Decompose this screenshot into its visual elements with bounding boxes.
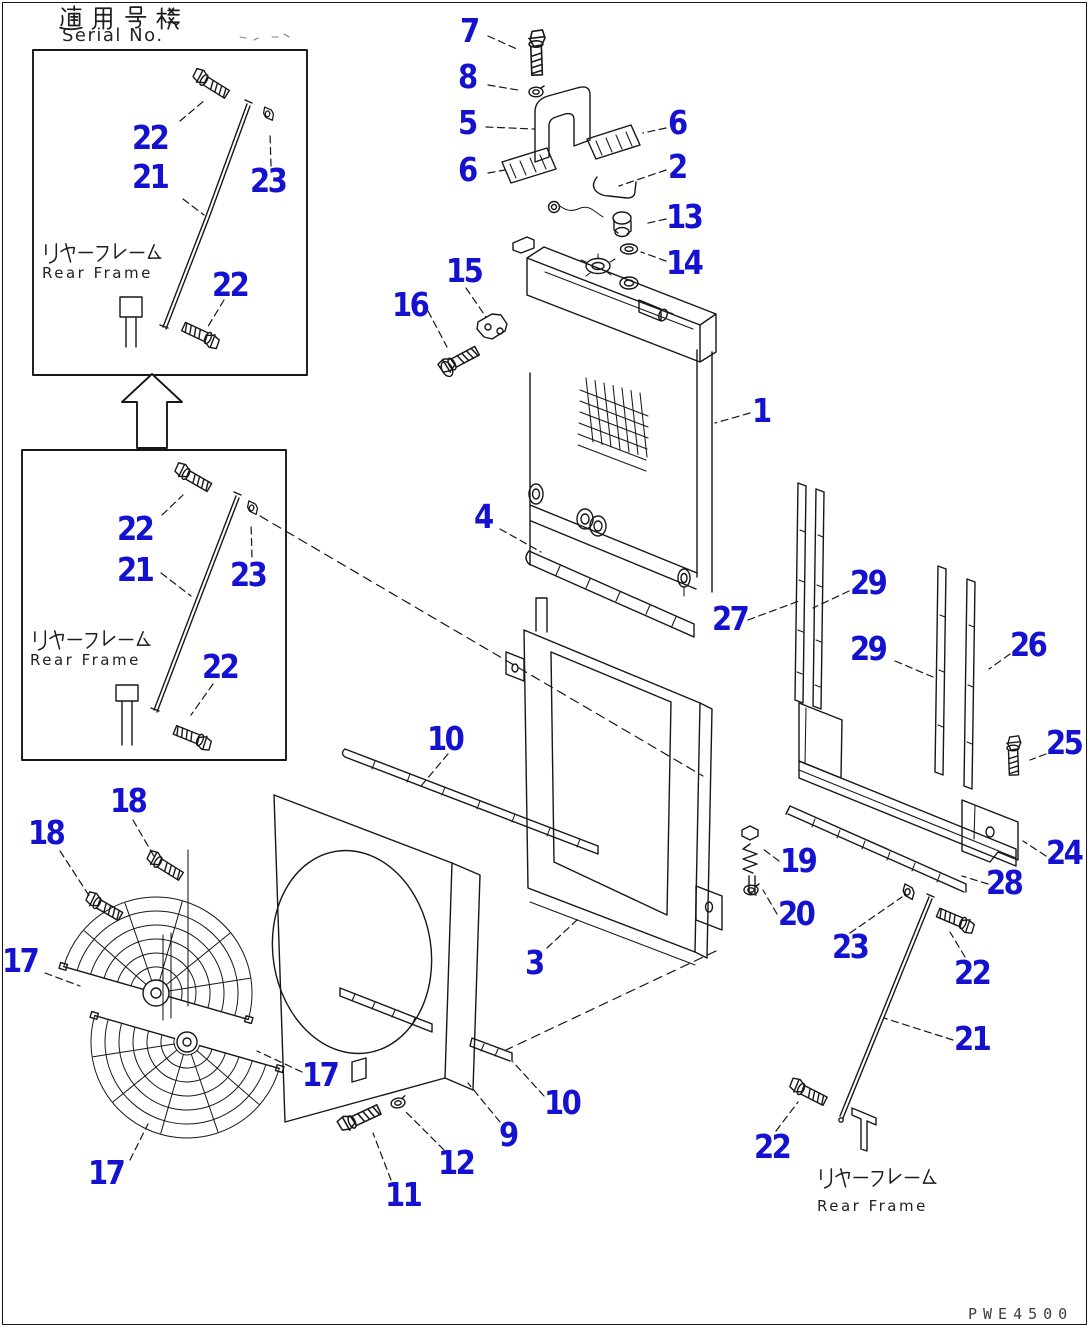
rear-frame-jp-glyphs-1 (46, 244, 161, 263)
inset2-rod-assembly (116, 461, 703, 776)
part-label-7: 7 (460, 11, 478, 50)
part-label-5: 5 (458, 103, 476, 142)
bottom-fasteners-drawing (336, 1096, 406, 1134)
part-label-26: 26 (1010, 625, 1046, 664)
rear-frame-jp-glyphs-3 (821, 1169, 936, 1188)
part-label-22: 22 (132, 118, 168, 157)
inset1-rod-assembly (120, 67, 274, 350)
part-label-16: 16 (392, 285, 428, 324)
up-arrow (122, 374, 182, 448)
part-label-8: 8 (458, 57, 476, 96)
part-label-28: 28 (986, 863, 1022, 902)
rear-frame-label-en-3: Rear Frame (817, 1197, 928, 1215)
part-label-3: 3 (525, 943, 543, 982)
part-label-11: 11 (385, 1175, 421, 1214)
part-label-29: 29 (850, 629, 886, 668)
part-label-17: 17 (2, 941, 38, 980)
part-label-14: 14 (666, 243, 702, 282)
part-label-22: 22 (212, 265, 248, 304)
lower-right-rod-assembly (742, 826, 976, 1151)
radiator-drawing (513, 237, 716, 596)
part-label-21: 21 (117, 550, 153, 589)
part-label-21: 21 (132, 157, 168, 196)
part-label-18: 18 (110, 781, 146, 820)
part-label-17: 17 (302, 1055, 338, 1094)
part-label-21: 21 (954, 1019, 990, 1058)
shroud-frame-drawing (506, 598, 722, 1050)
part-label-22: 22 (754, 1127, 790, 1166)
sheet-border (3, 3, 1087, 1325)
part-label-12: 12 (438, 1143, 474, 1182)
part-label-20: 20 (778, 894, 814, 933)
part-label-25: 25 (1046, 723, 1082, 762)
side-seals-drawing (786, 483, 1022, 892)
part-label-22: 22 (954, 953, 990, 992)
drawing-code: PWE4500 (968, 1305, 1074, 1323)
part-label-29: 29 (850, 563, 886, 602)
part-label-23: 23 (832, 927, 868, 966)
part-label-2: 2 (668, 147, 686, 186)
part-label-22: 22 (117, 509, 153, 548)
serial-no-label: Serial No. (62, 25, 164, 46)
rear-frame-label-en-2: Rear Frame (30, 651, 141, 669)
inset-box-1 (33, 50, 307, 375)
rear-frame-label-en-1: Rear Frame (42, 264, 153, 282)
part-label-4: 4 (474, 497, 492, 536)
strip-4-drawing (526, 551, 694, 637)
shroud-plate-drawing (258, 795, 480, 1122)
part-label-17: 17 (88, 1153, 124, 1192)
part-label-13: 13 (666, 197, 702, 236)
part-label-23: 23 (250, 161, 286, 200)
strip-10-drawings (343, 749, 599, 1061)
part-label-10: 10 (544, 1083, 580, 1122)
part-label-9: 9 (499, 1115, 517, 1154)
rear-frame-jp-glyphs-2 (35, 631, 150, 650)
part-label-10: 10 (427, 719, 463, 758)
part-label-27: 27 (712, 599, 748, 638)
part-label-24: 24 (1046, 833, 1082, 872)
part-label-6: 6 (458, 150, 476, 189)
part-label-6: 6 (668, 103, 686, 142)
part-label-19: 19 (780, 841, 816, 880)
fan-guard-drawing (59, 849, 284, 1162)
part-label-22: 22 (202, 647, 238, 686)
part-label-23: 23 (230, 555, 266, 594)
part-label-15: 15 (446, 251, 482, 290)
part-label-18: 18 (28, 813, 64, 852)
inset-box-2 (22, 450, 286, 760)
part-label-1: 1 (752, 391, 770, 430)
